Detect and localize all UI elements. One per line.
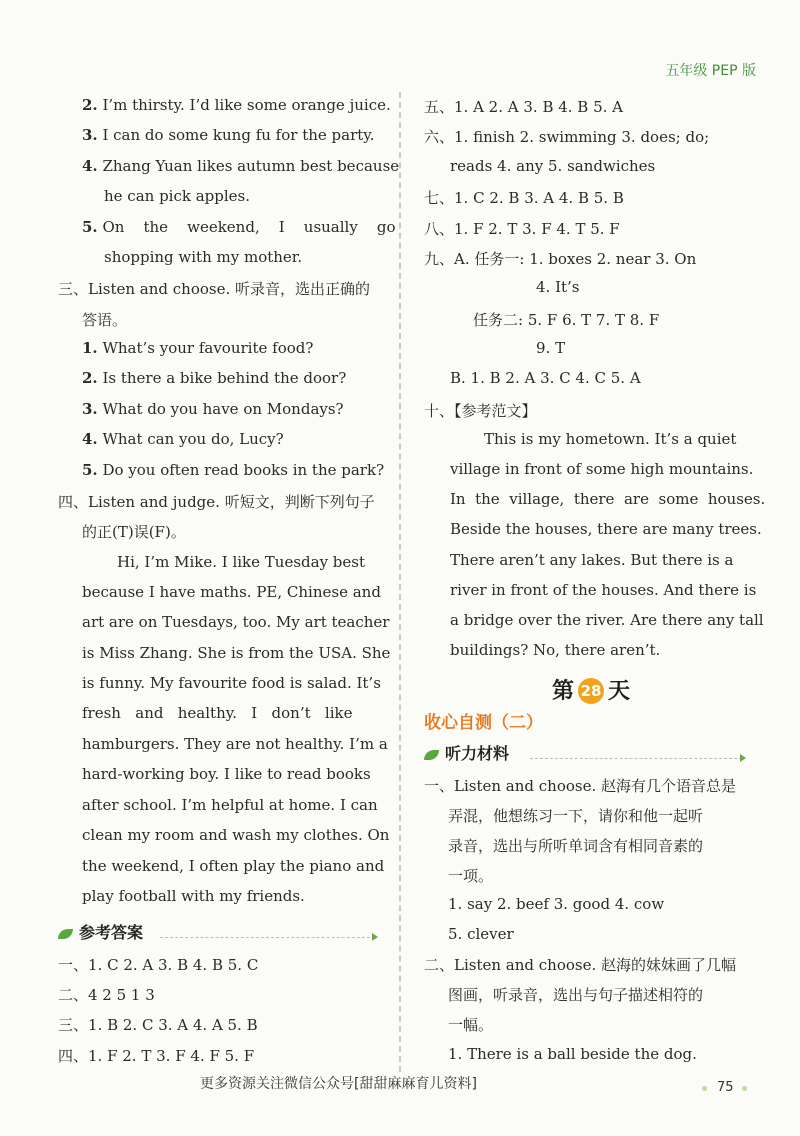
grade-label: 五年级 PEP 版 xyxy=(665,63,756,79)
answer-row: B. 1. B 2. A 3. C 4. C 5. A xyxy=(450,369,641,387)
sec2-title-cont: 一幅。 xyxy=(448,1016,494,1034)
answer-row: 4. It’s xyxy=(536,278,580,296)
heading-rule xyxy=(530,758,742,759)
leaf-icon xyxy=(424,750,439,760)
page-dot-decoration xyxy=(742,1086,747,1091)
passage-line: is Miss Zhang. She is from the USA. She xyxy=(82,644,391,662)
answer-row: 三、1. B 2. C 3. A 4. A 5. B xyxy=(58,1016,258,1034)
answers-heading: 参考答案 xyxy=(58,920,143,943)
essay-line: In the village, there are some houses. xyxy=(450,490,766,508)
sec4-title: 四、Listen and judge. 听短文，判断下列句子 xyxy=(58,493,375,511)
page-dot-decoration xyxy=(702,1086,707,1091)
column-divider xyxy=(399,92,401,1072)
day-heading: 第 28 天 xyxy=(552,679,631,704)
sec2-item-2: 2. I’m thirsty. I’d like some orange juice. xyxy=(82,96,391,114)
passage-line: the weekend, I often play the piano and xyxy=(82,857,385,875)
answer-row: 任务二: 5. F 6. T 7. T 8. F xyxy=(473,311,660,329)
sec3-item: 1. What’s your favourite food? xyxy=(82,339,314,357)
sec4-title-cont: 的正(T)误(F)。 xyxy=(82,523,186,541)
sec2-item-3: 3. I can do some kung fu for the party. xyxy=(82,126,375,144)
leaf-icon xyxy=(58,929,73,939)
passage-line: because I have maths. PE, Chinese and xyxy=(82,583,381,601)
page-number: 75 xyxy=(717,1080,734,1095)
sec3-title-cont: 答语。 xyxy=(82,311,128,329)
heading-arrow-icon xyxy=(740,754,746,762)
heading-rule xyxy=(160,937,375,938)
sec2-item-5-cont: shopping with my mother. xyxy=(104,248,303,266)
essay-line: This is my hometown. It’s a quiet xyxy=(484,430,737,448)
answer-row: 七、1. C 2. B 3. A 4. B 5. B xyxy=(424,189,624,207)
essay-line: Beside the houses, there are many trees. xyxy=(450,520,762,538)
sec1-title-cont: 弄混，他想练习一下，请你和他一起听 xyxy=(448,807,704,825)
passage-line: play football with my friends. xyxy=(82,887,305,905)
sec1-title-cont: 录音，选出与所听单词含有相同音素的 xyxy=(448,837,704,855)
sec1-words: 1. say 2. beef 3. good 4. cow xyxy=(448,895,665,913)
answer-row: 一、1. C 2. A 3. B 4. B 5. C xyxy=(58,956,259,974)
passage-line: Hi, I’m Mike. I like Tuesday best xyxy=(117,553,366,571)
answer-row: 五、1. A 2. A 3. B 4. B 5. A xyxy=(424,98,624,116)
passage-line: is funny. My favourite food is salad. It’s xyxy=(82,674,381,692)
answer-row: 二、4 2 5 1 3 xyxy=(58,986,155,1004)
answer-row: 六、1. finish 2. swimming 3. does; do; xyxy=(424,128,710,146)
answer-row: 九、A. 任务一: 1. boxes 2. near 3. On xyxy=(424,250,697,268)
sec3-item: 3. What do you have on Mondays? xyxy=(82,400,344,418)
sec1-title-cont: 一项。 xyxy=(448,867,494,885)
sec3-item: 2. Is there a bike behind the door? xyxy=(82,369,347,387)
sec3-item: 4. What can you do, Lucy? xyxy=(82,430,284,448)
sec3-title: 三、Listen and choose. 听录音，选出正确的 xyxy=(58,280,370,298)
essay-line: There aren’t any lakes. But there is a xyxy=(450,551,734,569)
sec2-item-4: 4. Zhang Yuan likes autumn best because xyxy=(82,157,400,175)
passage-line: clean my room and wash my clothes. On xyxy=(82,826,390,844)
answer-row: 八、1. F 2. T 3. F 4. T 5. F xyxy=(424,220,620,238)
answer-row: 9. T xyxy=(536,339,566,357)
essay-line: river in front of the houses. And there is xyxy=(450,581,757,599)
sec1-title: 一、Listen and choose. 赵海有几个语音总是 xyxy=(424,777,736,795)
sec1-words: 5. clever xyxy=(448,925,514,943)
passage-line: hamburgers. They are not healthy. I’m a xyxy=(82,735,388,753)
sec2-title: 二、Listen and choose. 赵海的妹妹画了几幅 xyxy=(424,956,736,974)
passage-line: hard-working boy. I like to read books xyxy=(82,765,371,783)
sec2-title-cont: 图画，听录音，选出与句子描述相符的 xyxy=(448,986,704,1004)
sec3-item: 5. Do you often read books in the park? xyxy=(82,461,385,479)
sec10-title: 十、【参考范文】 xyxy=(424,402,537,420)
sec2-item: 1. There is a ball beside the dog. xyxy=(448,1045,697,1063)
self-test-heading: 收心自测（二） xyxy=(424,713,543,733)
day-number-badge: 28 xyxy=(578,678,604,704)
heading-arrow-icon xyxy=(372,933,378,941)
sec2-item-4-cont: he can pick apples. xyxy=(104,187,251,205)
passage-line: art are on Tuesdays, too. My art teacher xyxy=(82,613,390,631)
essay-line: village in front of some high mountains. xyxy=(450,460,754,478)
listening-heading: 听力材料 xyxy=(424,741,509,764)
essay-line: buildings? No, there aren’t. xyxy=(450,641,661,659)
answer-row: 四、1. F 2. T 3. F 4. F 5. F xyxy=(58,1047,255,1065)
passage-line: fresh and healthy. I don’t like xyxy=(82,704,353,722)
answer-row: reads 4. any 5. sandwiches xyxy=(450,157,656,175)
essay-line: a bridge over the river. Are there any tall xyxy=(450,611,764,629)
passage-line: after school. I’m helpful at home. I can xyxy=(82,796,378,814)
footer-text: 更多资源关注微信公众号[甜甜麻麻育儿资料] xyxy=(200,1076,477,1092)
sec2-item-5: 5. On the weekend, I usually go xyxy=(82,218,396,236)
